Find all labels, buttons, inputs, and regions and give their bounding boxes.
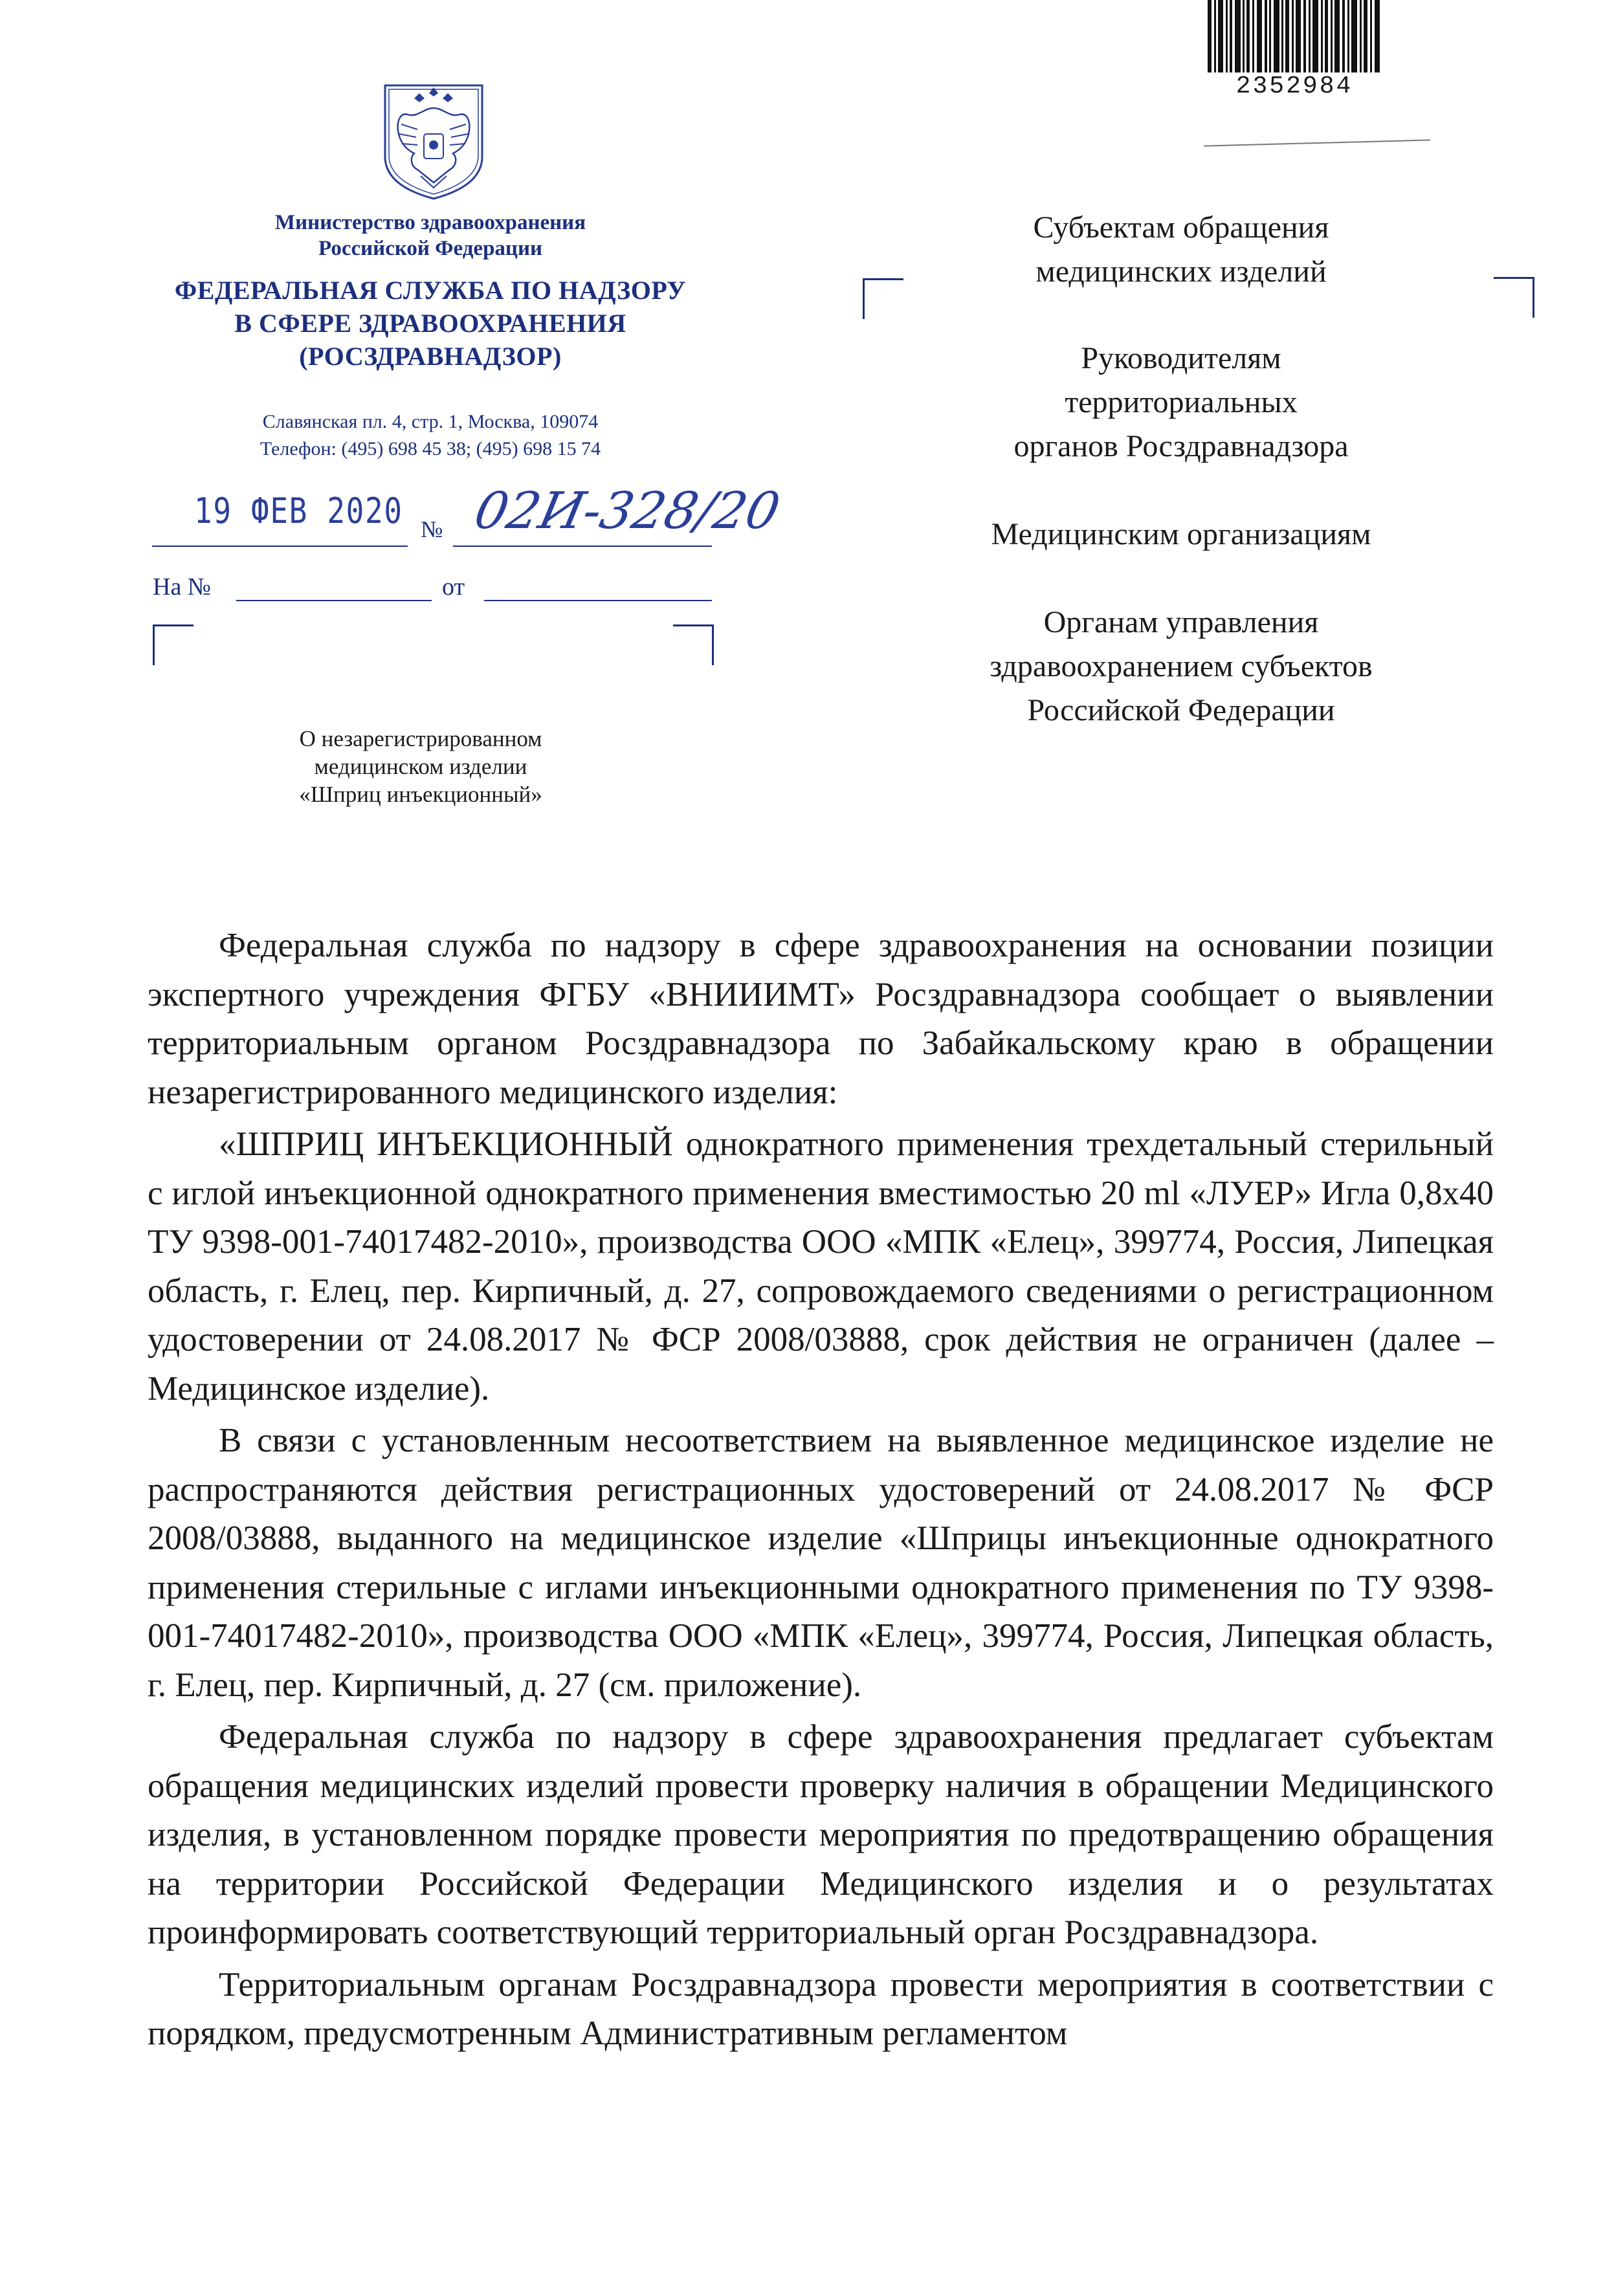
date-stamp: 19 ФЕВ 2020 [194,491,403,531]
body-paragraph: Федеральная служба по надзору в сфере здравоохранения предлагает субъектам обращения медицинских изделий провести проверку наличия в обращении Медицинского изделия, в установленном порядке провести мероприятия по предотвращению обращения на территории Российской Федерации Медицинского изделия и о результатах проинформировать соответствующий территориальный орган Росздравнадзора. [148,1718,1494,1951]
recipient-line: территориальных [1065,385,1298,419]
recipient-block [906,337,1456,469]
recipient-line: Медицинским организациям [991,517,1371,551]
bracket-top-left [863,278,903,319]
reference-field [236,600,432,601]
recipient-line: органов Росздравнадзора [1013,429,1349,463]
from-field [484,600,712,601]
recipient-block [906,601,1456,733]
barcode [1205,0,1386,74]
letter-body [148,922,1494,2062]
address: Славянская пл. 4, стр. 1, Москва, 109074 [262,411,599,432]
recipient-block [906,513,1456,557]
recipient-line: Руководителям [1081,341,1281,375]
divider [1204,139,1430,146]
recipient-line: Российской Федерации [1027,693,1335,727]
date-underline [152,546,408,547]
bracket-top-right [1494,277,1534,318]
ministry-name-country: Российской Федерации [318,237,542,260]
body-paragraph: Федеральная служба по надзору в сфере здравоохранения на основании позиции экспертного учреждения ФГБУ «ВНИИИМТ» Росздравнадзора сообщает о выявлении территориальным органом Росздравнадзора по Забайкальскому краю в обращении незарегистрированного медицинского изделия: [148,927,1494,1111]
ministry-name: Министерство здравоохранения [274,211,586,234]
bracket-top-left [153,624,194,665]
from-label: от [442,573,465,601]
barcode-number: 2352984 [1235,72,1353,100]
recipient-block [906,206,1456,294]
service-name-line1: ФЕДЕРАЛЬНАЯ СЛУЖБА ПО НАДЗОРУ [174,276,687,305]
body-paragraph: «ШПРИЦ ИНЪЕКЦИОННЫЙ однократного применения трехдетальный стерильный с иглой инъекционной однократного применения вместимостью 20 ml «ЛУЕР» Игла 0,8х40 ТУ 9398-001-74017482-2010», производства ООО «МПК «Елец», 399774, Россия, Липецкая область, г. Елец, пер. Кирпичный, д. 27, сопровождаемого сведениями о регистрационном удостоверении от 24.08.2017 № ФСР 2008/03888, срок действия не ограничен (далее – Медицинское изделие). [148,1125,1494,1407]
service-name-line2: В СФЕРЕ ЗДРАВООХРАНЕНИЯ [234,309,626,338]
body-paragraph: Территориальным органам Росздравнадзора провести мероприятия в соответствии с порядком, предусмотренным Административным регламентом [148,1965,1494,2052]
russian-coat-of-arms-icon [379,79,489,202]
outgoing-number: 02И-328/20 [469,482,785,540]
bracket-top-right [673,624,714,665]
recipient-line: Субъектам обращения [1033,210,1329,245]
recipient-line: здравоохранением субъектов [990,649,1373,683]
recipient-line: медицинских изделий [1035,254,1327,289]
subject-line: медицинском изделии [314,754,527,779]
recipient-line: Органам управления [1043,605,1319,639]
number-underline [453,546,712,547]
number-sign: № [421,516,443,542]
subject-line: О незарегистрированном [299,726,542,751]
reference-label: На № [153,573,212,601]
subject-line: «Шприц инъекционный» [299,782,542,807]
phone: Телефон: (495) 698 45 38; (495) 698 15 74 [260,438,601,459]
body-paragraph: В связи с установленным несоответствием на выявленное медицинское изделие не распространяются действия регистрационных удостоверений от 24.08.2017 № ФСР 2008/03888, выданного на медицинское изделие «Шприцы инъекционные однократного применения стерильные с иглами инъекционными однократного применения по ТУ 9398-001-74017482-2010», производства ООО «МПК «Елец», 399774, Россия, Липецкая область, г. Елец, пер. Кирпичный, д. 27 (см. приложение). [148,1422,1494,1704]
service-abbreviation: (РОСЗДРАВНАДЗОР) [299,342,562,371]
